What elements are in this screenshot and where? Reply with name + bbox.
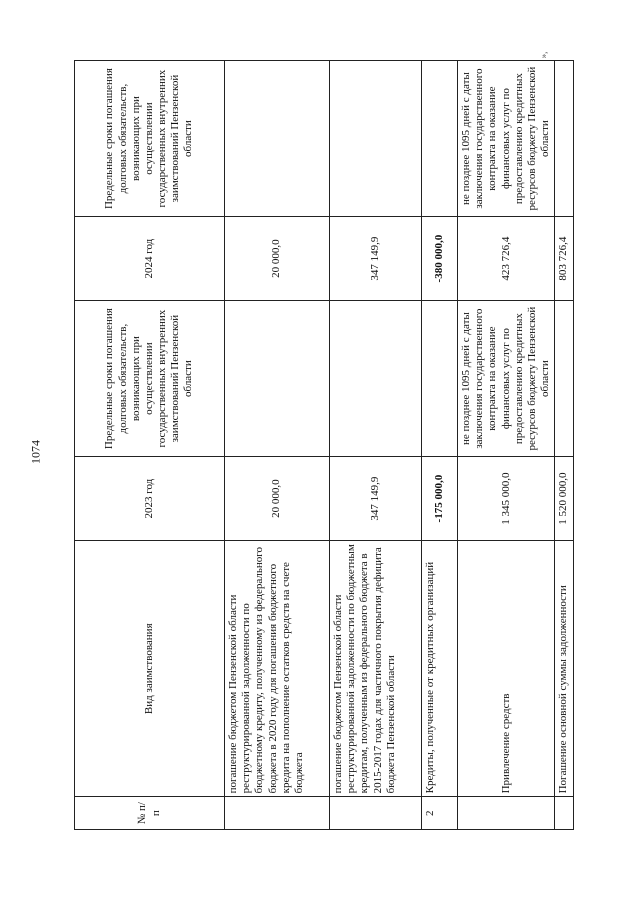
row-amount-2023: 1 345 000,0 — [458, 457, 555, 541]
row-amount-2024: 803 726,4 — [555, 217, 573, 301]
row-term-2023 — [422, 301, 458, 457]
row-amount-2023: -175 000,0 — [422, 457, 458, 541]
row-term-2023 — [330, 301, 422, 457]
borrowings-table — [74, 60, 574, 830]
table-row — [422, 61, 458, 830]
row-term-2023 — [555, 301, 573, 457]
rotated-table-content — [74, 60, 570, 830]
header-borrowing-type: Вид заимствования — [75, 541, 225, 797]
row-num: 2 — [422, 797, 458, 830]
rotated-table-wrapper — [74, 60, 570, 830]
table-row — [330, 61, 422, 830]
row-type: погашение бюджетом Пензенской области реструктурированной задолженности по бюджетным кредитам, полученным из федерального бюджета в 2015-2017 годах для частичного покрытия дефицита бюджета Пензенской области — [330, 541, 422, 797]
row-type: Кредиты, полученные от кредитных организаций — [422, 541, 458, 797]
row-num — [458, 797, 555, 830]
row-num — [225, 797, 330, 830]
table-row — [225, 61, 330, 830]
table-header-row — [75, 61, 225, 830]
row-term-2024 — [422, 61, 458, 217]
row-term-2024: не позднее 1095 дней с даты заключения государственного контракта на оказание финансовых услуг по предоставлению кредитных ресурсов бюджету Пензенской области — [458, 61, 555, 217]
row-amount-2023: 1 520 000,0 — [555, 457, 573, 541]
header-num: № п/п — [75, 797, 225, 830]
row-type: Привлечение средств — [458, 541, 555, 797]
row-term-2023 — [225, 301, 330, 457]
row-term-2024 — [225, 61, 330, 217]
row-term-2024 — [555, 61, 573, 217]
row-amount-2023: 20 000,0 — [225, 457, 330, 541]
page-number: 1074 — [28, 440, 43, 464]
row-amount-2024: 20 000,0 — [225, 217, 330, 301]
row-type: Погашение основной суммы задолженности — [555, 541, 573, 797]
row-amount-2024: 423 726,4 — [458, 217, 555, 301]
page-mark: », — [538, 51, 549, 59]
row-num — [330, 797, 422, 830]
row-term-2024 — [330, 61, 422, 217]
row-amount-2023: 347 149,9 — [330, 457, 422, 541]
row-num — [555, 797, 573, 830]
table-row — [458, 61, 555, 830]
row-term-2023: не позднее 1095 дней с даты заключения государственного контракта на оказание финансовых услуг по предоставлению кредитных ресурсов бюджету Пензенской области — [458, 301, 555, 457]
header-term-2023: Предельные сроки погашения долговых обязательств, возникающих при осуществлении государственных внутренних заимствований Пензенской области — [75, 301, 225, 457]
row-amount-2024: -380 000,0 — [422, 217, 458, 301]
table-row — [555, 61, 573, 830]
row-type: погашение бюджетом Пензенской области реструктурированной задолженности по бюджетному кредиту, полученному из федерального бюджета в 2020 году для погашения бюджетного кредита на пополнение остатков средств на счете бюджета — [225, 541, 330, 797]
header-year-2023: 2023 год — [75, 457, 225, 541]
header-year-2024: 2024 год — [75, 217, 225, 301]
header-term-2024: Предельные сроки погашения долговых обязательств, возникающих при осуществлении государственных внутренних заимствований Пензенской области — [75, 61, 225, 217]
row-amount-2024: 347 149,9 — [330, 217, 422, 301]
